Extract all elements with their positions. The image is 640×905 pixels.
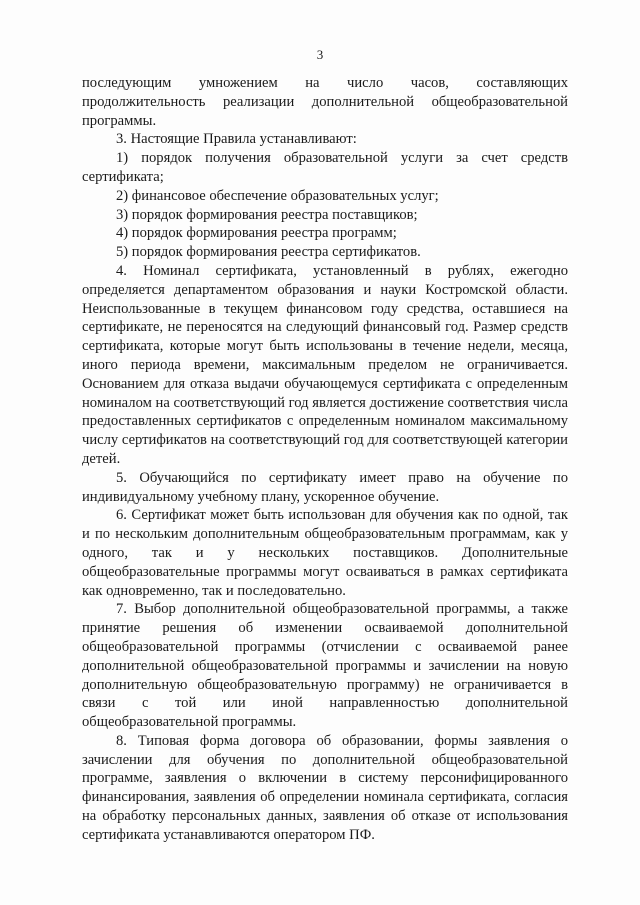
list-item-2: 2) финансовое обеспечение образовательных услуг; xyxy=(116,187,439,204)
list-item-3: 3) порядок формирования реестра поставщиков; xyxy=(116,206,418,223)
paragraph-item-4: 4. Номинал сертификата, установленный в рублях, ежегодно определяется департаментом образования и науки Костромской области. Неиспользованные в текущем финансовом году средства, оставшиеся на сертификате, не переносятся на следующий финансовый год. Размер средств сертификата, которые могут быть использованы в течение недели, месяца, иного периода времени, максимальным пределом не ограничивается. Основанием для отказа выдачи обучающемуся сертификата с определенным номиналом на соответствующий год является достижение соответствия числа предоставленных сертификатов с определенным номиналом максимальному числу сертификатов на соответствующий год для соответствующей категории детей. xyxy=(82,262,568,467)
paragraph-item-6: 6. Сертификат может быть использован для обучения как по одной, так и по нескольким дополнительным общеобразовательным программам, как у одного, так и у нескольких поставщиков. Дополнительные общеобразовательные программы могут осваиваться в рамках сертификата как одновременно, так и последовательно. xyxy=(82,507,568,599)
page-number: 3 xyxy=(316,47,324,62)
paragraph-item-8: 8. Типовая форма договора об образовании, формы заявления о зачислении для обучения по дополнительной общеобразовательной программе, заявления о включении в систему персонифицированного финансирования, заявления об определении номинала сертификата, согласия на обработку персональных данных, заявления об отказе от использования сертификата устанавливаются оператором ПФ. xyxy=(82,732,568,843)
paragraph-item-3: 3. Настоящие Правила устанавливают: xyxy=(116,131,357,148)
list-item-4: 4) порядок формирования реестра программ; xyxy=(116,225,397,242)
document-body xyxy=(82,74,568,845)
list-item-5: 5) порядок формирования реестра сертификатов. xyxy=(116,244,421,261)
paragraph-item-5: 5. Обучающийся по сертификату имеет право на обучение по индивидуальному учебному плану, ускоренное обучение. xyxy=(82,469,568,505)
paragraph-continuation: последующим умножением на число часов, составляющих продолжительность реализации дополнительной общеобразовательной программы. xyxy=(82,75,568,129)
paragraph-item-7: 7. Выбор дополнительной общеобразовательной программы, а также принятие решения об изменении осваиваемой дополнительной общеобразовательной программы (отчислении с осваиваемой ранее дополнительной общеобразовательной программы и зачислении на новую дополнительную общеобразовательную программу) не ограничивается в связи с той или иной направленностью дополнительной общеобразовательной программы. xyxy=(82,601,568,731)
list-item-1: 1) порядок получения образовательной услуги за счет средств сертификата; xyxy=(82,150,568,185)
